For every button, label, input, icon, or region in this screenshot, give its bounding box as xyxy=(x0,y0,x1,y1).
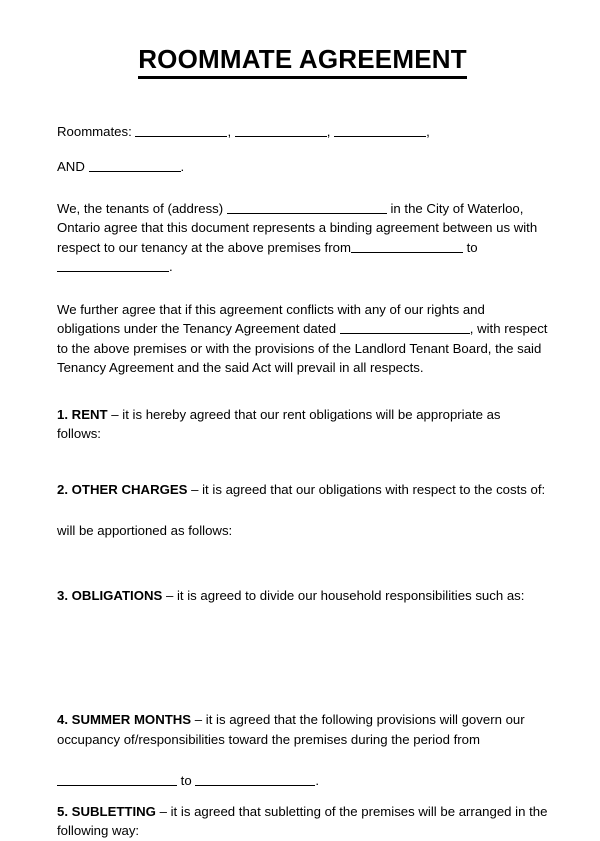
summer-period-line xyxy=(57,771,548,791)
roommates-separator-3: , xyxy=(426,123,430,139)
summer-period-end-blank[interactable] xyxy=(195,772,315,786)
tenants-text-part-3: to xyxy=(466,239,478,255)
clause-subletting-heading: SUBLETTING xyxy=(71,803,156,819)
tenancy-end-date-blank[interactable] xyxy=(57,258,169,272)
clause-obligations-fill-in-area[interactable] xyxy=(57,605,548,710)
roommates-line xyxy=(57,122,548,142)
apportion-fill-in-area[interactable] xyxy=(57,541,548,586)
and-terminator: . xyxy=(180,159,185,175)
clause-summer-months-text: it is agreed that the following provisions will govern our occupancy of/responsibilities toward the premises during the period from xyxy=(57,712,525,747)
clause-subletting-dash: – xyxy=(159,803,167,819)
clause-other-charges-text: it is agreed that our obligations with respect to the costs of: xyxy=(202,481,546,497)
clause-other-charges-number: 2. xyxy=(57,481,68,497)
roommates-separator-2: , xyxy=(326,123,331,139)
further-text-part-2: , with respect to the above premises or with the provisions of the Landlord Tenant Board, the said Tenancy Agreement and the said Act will prevail in all respects. xyxy=(57,321,548,376)
clause-rent-heading: RENT xyxy=(71,406,108,422)
tenants-paragraph xyxy=(57,199,548,277)
roommates-separator-1: , xyxy=(227,123,232,139)
summer-months-spacer xyxy=(57,749,548,771)
clause-subletting-number: 5. xyxy=(57,803,68,819)
roommate-name-blank-1[interactable] xyxy=(135,123,227,137)
clause-obligations xyxy=(57,586,548,606)
further-agreement-paragraph xyxy=(57,300,548,378)
clause-rent xyxy=(57,405,548,444)
clause-other-charges-continuation-text: will be apportioned as follows: xyxy=(57,523,233,539)
clause-rent-dash: – xyxy=(111,406,119,422)
tenants-text-part-1: We, the tenants of (address) xyxy=(57,200,224,216)
and-label: AND xyxy=(57,159,85,175)
tenants-terminator: . xyxy=(169,259,173,275)
clause-other-charges-fill-in-area[interactable] xyxy=(57,499,548,521)
page-title-text: ROOMMATE AGREEMENT xyxy=(138,45,467,79)
clause-rent-text: it is hereby agreed that our rent obligations will be appropriate as follows: xyxy=(57,406,501,442)
roommate-name-blank-3[interactable] xyxy=(334,123,426,137)
clause-subletting-text: it is agreed that subletting of the premises will be arranged in the following way: xyxy=(57,803,548,839)
tenants-text-part-2: in the City of Waterloo, Ontario agree that this document represents a binding agreement between us with respect to our tenancy at the above premises from xyxy=(57,200,538,255)
summer-period-joiner: to xyxy=(180,773,192,789)
clause-summer-months-heading: SUMMER MONTHS xyxy=(71,712,192,728)
clause-other-charges xyxy=(57,480,548,500)
clause-other-charges-continuation xyxy=(57,521,548,541)
clause-obligations-dash: – xyxy=(165,587,174,603)
clause-rent-fill-in-area[interactable] xyxy=(57,444,548,480)
roommate-name-blank-2[interactable] xyxy=(235,123,327,137)
clause-subletting xyxy=(57,802,548,841)
clause-rent-number: 1. xyxy=(57,406,68,422)
clause-obligations-text: it is agreed to divide our household responsibilities such as: xyxy=(176,587,525,603)
clause-other-charges-heading: OTHER CHARGES xyxy=(71,481,188,497)
summer-period-terminator: . xyxy=(315,773,320,789)
clause-summer-months xyxy=(57,710,548,749)
clause-obligations-heading: OBLIGATIONS xyxy=(71,587,163,603)
clause-obligations-number: 3. xyxy=(57,587,68,603)
address-blank[interactable] xyxy=(227,200,387,214)
and-line xyxy=(57,157,548,177)
tenancy-start-date-blank[interactable] xyxy=(351,239,463,253)
tenancy-agreement-date-blank[interactable] xyxy=(340,320,470,334)
summer-period-start-blank[interactable] xyxy=(57,772,177,786)
page-title xyxy=(57,0,548,79)
subletting-spacer xyxy=(57,791,548,802)
and-name-blank[interactable] xyxy=(89,158,181,172)
further-text-part-1: We further agree that if this agreement conflicts with any of our rights and obligations under the Tenancy Agreement dated xyxy=(57,301,485,337)
clause-summer-months-dash: – xyxy=(194,712,203,728)
roommates-label: Roommates: xyxy=(57,123,132,139)
clause-other-charges-dash: – xyxy=(191,481,199,497)
clause-summer-months-number: 4. xyxy=(57,712,68,728)
